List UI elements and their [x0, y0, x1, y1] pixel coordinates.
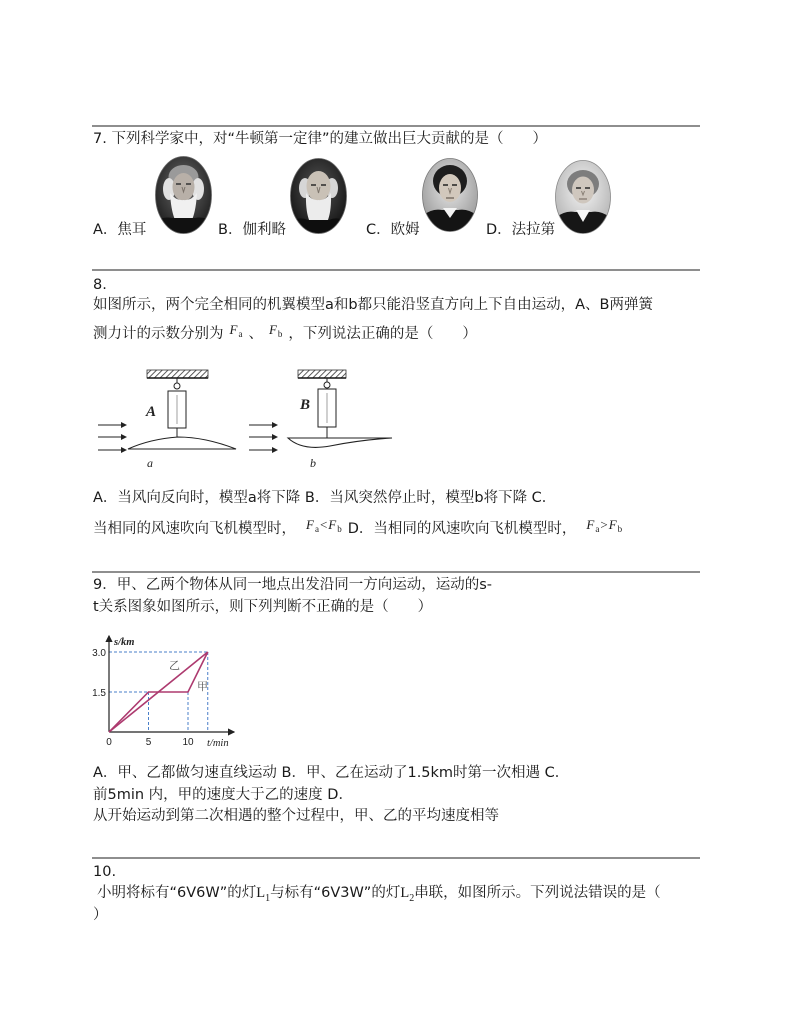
q9-options-line3: 从开始运动到第二次相遇的整个过程中，甲、乙的平均速度相等 — [93, 808, 499, 824]
formula-subscript: a — [595, 524, 600, 534]
galileo-portrait — [290, 158, 347, 234]
divider-rule — [92, 571, 700, 573]
q7-option-b: B．伽利略 — [218, 222, 286, 238]
formula-symbol: F — [608, 517, 617, 532]
formula-symbol: F — [328, 517, 337, 532]
lamp-l1-symbol: L — [256, 885, 266, 901]
series-label-yi: 乙 — [169, 659, 180, 672]
formula-fa — [230, 322, 243, 337]
formula-fa-less-fb — [306, 517, 342, 532]
series-line-yi — [109, 652, 208, 732]
y-tick-label: 3.0 — [92, 647, 106, 659]
formula-relation: < — [319, 517, 328, 532]
q9-stem-line2: t关系图象如图所示，则下列判断不正确的是（ ） — [93, 599, 433, 615]
ceiling-b — [298, 370, 346, 378]
ohm-portrait — [422, 158, 478, 232]
scale-b-label: B — [300, 397, 311, 413]
q7-option-a: A．焦耳 — [93, 222, 147, 238]
formula-subscript: b — [617, 524, 623, 534]
formula-symbol: F — [306, 517, 314, 532]
scale-a-label: A — [146, 404, 157, 420]
formula-fa-greater-fb — [586, 517, 622, 532]
faraday-portrait — [555, 160, 611, 234]
wing-model-a — [128, 437, 236, 449]
lamp-l2-symbol: L — [400, 885, 410, 901]
x-tick-label: 5 — [145, 737, 152, 748]
formula-symbol: F — [229, 322, 238, 337]
q9-options-line2: 前5min 内，甲的速度大于乙的速度 D． — [93, 787, 353, 803]
q10-stem-line1 — [97, 884, 661, 904]
q8-separator: 、 — [248, 326, 263, 342]
q10-stem-pre: 小明将标有“6V6W”的灯 — [97, 885, 257, 901]
lamp-l1-subscript: 1 — [265, 893, 271, 904]
x-tick-label: 10 — [182, 737, 194, 748]
formula-fb — [269, 322, 282, 337]
q8-options-line2 — [93, 517, 628, 539]
ring-a — [174, 383, 180, 389]
q8-number: 8. — [93, 277, 107, 293]
ceiling-a — [147, 370, 208, 378]
divider-rule — [92, 269, 700, 271]
q10-stem-mid: 与标有“6V3W”的灯 — [270, 885, 401, 901]
series-label-jia: 甲 — [197, 680, 208, 693]
q10-number: 10. — [93, 864, 117, 880]
joule-portrait — [155, 156, 212, 234]
q8-option-c-text: 当相同的风速吹向飞机模型时， — [93, 521, 296, 537]
model-a-label: a — [147, 456, 153, 470]
divider-rule — [92, 857, 700, 859]
formula-subscript: a — [314, 524, 319, 534]
q9-stem-line1: 9．甲、乙两个物体从同一地点出发沿同一方向运动，运动的s- — [93, 577, 493, 593]
q10-stem-post: 串联，如图所示。下列说法错误的是（ — [414, 885, 661, 901]
q8-stem-line2-post: ，下列说法正确的是（ ） — [288, 326, 477, 342]
formula-subscript: b — [277, 329, 283, 339]
q7-stem: 7. 下列科学家中，对“牛顿第一定律”的建立做出巨大贡献的是（ ） — [93, 131, 547, 147]
q8-stem-line1: 如图所示，两个完全相同的机翼模型a和b都只能沿竖直方向上下自由运动，A、B两弹簧 — [93, 297, 653, 313]
q9-options-line1: A．甲、乙都做匀速直线运动 B．甲、乙在运动了1.5km时第一次相遇 C． — [93, 765, 570, 781]
x-tick-label: 0 — [106, 737, 112, 748]
formula-subscript: b — [337, 524, 342, 534]
formula-symbol: F — [586, 517, 595, 532]
y-tick-label: 1.5 — [92, 687, 106, 699]
q8-options-line1: A．当风向反向时，模型a将下降 B．当风突然停止时，模型b将下降 C． — [93, 490, 557, 506]
q7-option-d: D．法拉第 — [486, 222, 556, 238]
formula-symbol: F — [268, 322, 277, 337]
q8-stem-line2-pre: 测力计的示数分别为 — [93, 326, 224, 342]
x-axis-label: t/min — [207, 738, 229, 749]
model-b-label: b — [310, 456, 316, 470]
wing-models-figure — [90, 365, 400, 475]
wing-model-b — [288, 438, 392, 447]
y-axis-label: s/km — [114, 637, 135, 648]
q8-stem-line2 — [93, 322, 477, 344]
q10-stem-line2: ） — [93, 907, 108, 923]
s-t-graph — [90, 630, 250, 752]
q8-option-d-text: D．当相同的风速吹向飞机模型时， — [347, 521, 577, 537]
lamp-l2-subscript: 2 — [409, 893, 415, 904]
formula-relation: > — [600, 517, 608, 532]
formula-subscript: a — [238, 329, 243, 339]
q7-option-c: C．欧姆 — [366, 222, 420, 238]
ring-b — [324, 382, 330, 388]
divider-rule — [92, 125, 700, 127]
